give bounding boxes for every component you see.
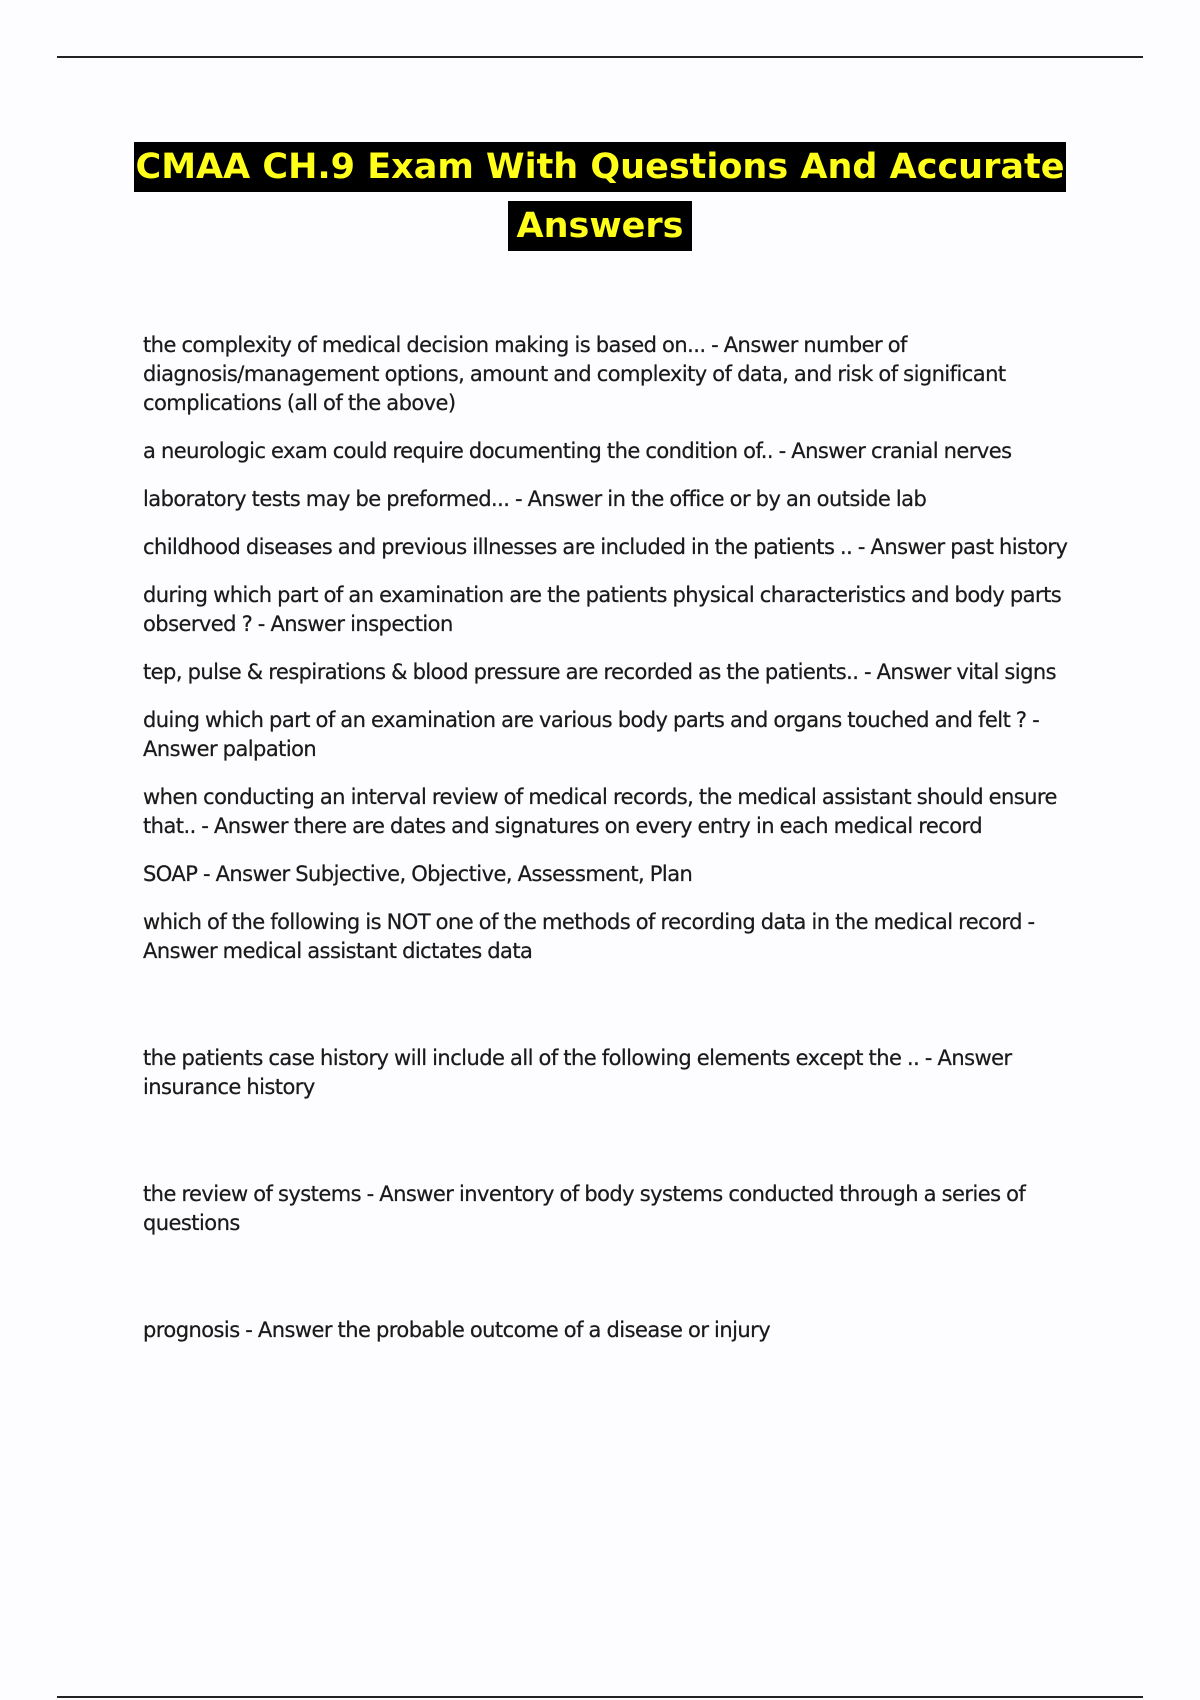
qa-item: when conducting an interval review of medical records, the medical assistant should ensure that.. - Answer there are dates and signatures on every entry in each medical record: [143, 785, 1057, 838]
title-line-1: CMAA CH.9 Exam With Questions And Accurate: [134, 142, 1067, 192]
title-line-2: Answers: [508, 201, 691, 251]
qa-item: childhood diseases and previous illnesses are included in the patients .. - Answer past history: [143, 535, 1068, 559]
qa-item: prognosis - Answer the probable outcome of a disease or injury: [143, 1318, 771, 1342]
bottom-divider: [57, 1696, 1143, 1698]
qa-item: duing which part of an examination are various body parts and organs touched and felt ? - Answer palpation: [143, 708, 1040, 761]
document-title: [100, 142, 1100, 251]
qa-item: which of the following is NOT one of the methods of recording data in the medical record - Answer medical assistant dictates data: [143, 910, 1035, 963]
qa-item: tep, pulse & respirations & blood pressure are recorded as the patients.. - Answer vital signs: [143, 660, 1057, 684]
top-divider: [57, 56, 1143, 58]
qa-item: a neurologic exam could require documenting the condition of.. - Answer cranial nerves: [143, 439, 1012, 463]
qa-item: laboratory tests may be preformed... - Answer in the office or by an outside lab: [143, 487, 927, 511]
qa-item: during which part of an examination are the patients physical characteristics and body parts observed ? - Answer inspection: [143, 583, 1062, 636]
qa-list: [143, 331, 1098, 1364]
qa-item: SOAP - Answer Subjective, Objective, Assessment, Plan: [143, 862, 693, 886]
qa-item: the patients case history will include all of the following elements except the .. - Answer insurance history: [143, 1046, 1012, 1099]
qa-item: the review of systems - Answer inventory of body systems conducted through a series of questions: [143, 1182, 1026, 1235]
qa-item: the complexity of medical decision making is based on... - Answer number of diagnosis/management options, amount and complexity of data, and risk of significant complications (all of the above): [143, 333, 1006, 415]
